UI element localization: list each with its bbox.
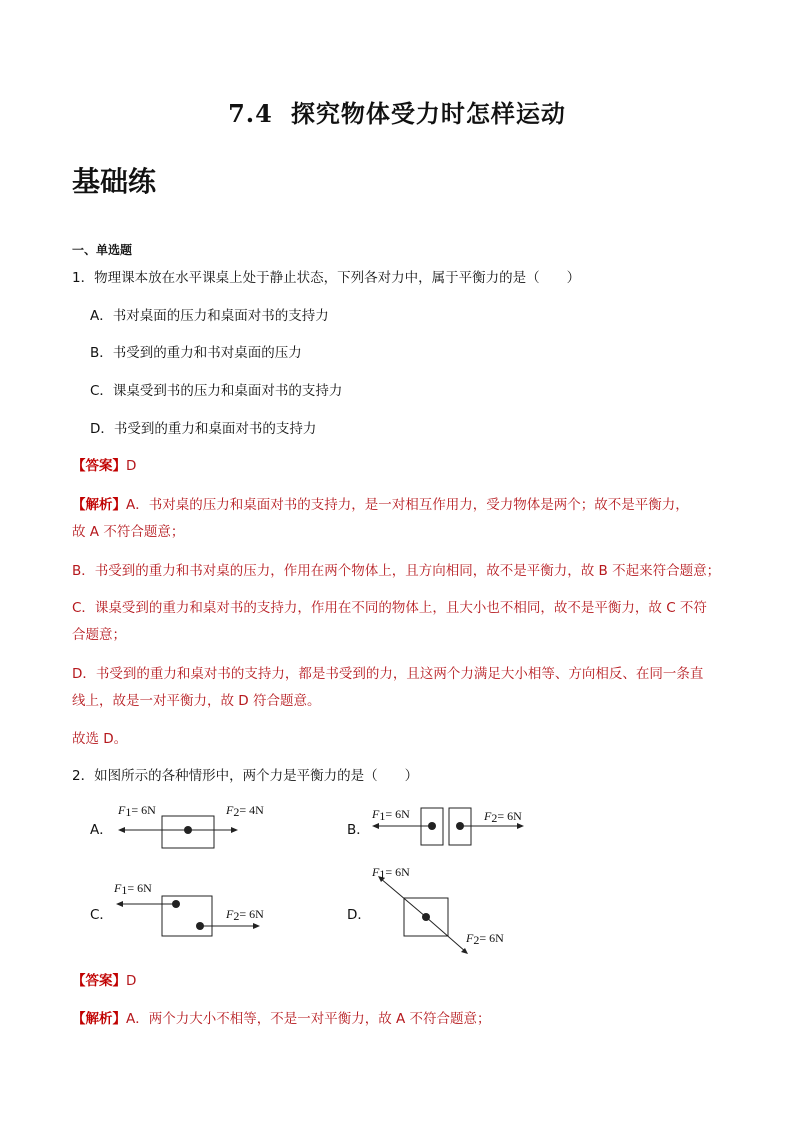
q2-answer: [72, 971, 136, 991]
figure-b-label: B．: [347, 822, 370, 838]
svg-text:F2= 4N: F2= 4N: [226, 803, 264, 819]
svg-text:F1= 6N: F1= 6N: [372, 865, 410, 881]
q2-stem: 2．如图所示的各种情形中，两个力是平衡力的是（ ）: [72, 768, 419, 784]
answer-tag: 【答案】: [72, 458, 126, 474]
answer-value: D: [126, 458, 137, 474]
svg-text:F1= 6N: F1= 6N: [118, 803, 156, 819]
section-number: 7.4: [228, 99, 273, 128]
svg-text:F2= 6N: F2= 6N: [226, 907, 264, 923]
svg-text:F2= 6N: F2= 6N: [466, 931, 504, 947]
figure-c-label: C．: [90, 907, 113, 923]
figure-d: [366, 864, 536, 959]
q1-analysis-line-8: 故选 D。: [72, 731, 128, 747]
figure-d-label: D．: [347, 907, 371, 923]
svg-text:F1= 6N: F1= 6N: [372, 807, 410, 823]
section-heading: 基础练: [72, 165, 157, 198]
svg-text:F2= 6N: F2= 6N: [484, 809, 522, 825]
answer-tag: 【答案】: [72, 973, 126, 989]
q2-analysis-line-1: 【解析】A．两个力大小不相等，不是一对平衡力，故 A 不符合题意；: [72, 1011, 491, 1027]
q1-option-d: D．书受到的重力和桌面对书的支持力: [90, 421, 317, 437]
figure-b: [366, 800, 536, 850]
q1-analysis-line-3: B．书受到的重力和书对桌的压力，作用在两个物体上，且方向相同，故不是平衡力，故 B 不起来符合题意；: [72, 563, 721, 579]
q1-option-c: C．课桌受到书的压力和桌面对书的支持力: [90, 383, 343, 399]
page-title: [0, 94, 794, 129]
analysis-tag: 【解析】: [72, 1011, 126, 1027]
svg-text:F1= 6N: F1= 6N: [114, 881, 152, 897]
q1-analysis-line-7: 线上，故是一对平衡力，故 D 符合题意。: [72, 693, 321, 709]
figure-c: [110, 878, 280, 943]
q1-analysis-line-2: 故 A 不符合题意；: [72, 524, 185, 540]
q1-option-a: A．书对桌面的压力和桌面对书的支持力: [90, 308, 329, 324]
part-label: 一、单选题: [72, 243, 133, 257]
analysis-tag: 【解析】: [72, 497, 126, 513]
q1-analysis-line-5: 合题意；: [72, 627, 126, 643]
figure-a-label: A．: [90, 822, 113, 838]
q1-answer: [72, 456, 136, 476]
q1-analysis-line-6: D．书受到的重力和桌对书的支持力，都是书受到的力，且这两个力满足大小相等、方向相反、在同一条直: [72, 666, 704, 682]
figure-a: [110, 798, 280, 858]
q1-stem: 1．物理课本放在水平课桌上处于静止状态，下列各对力中，属于平衡力的是（ ）: [72, 270, 581, 286]
title-text: 探究物体受力时怎样运动: [290, 99, 566, 128]
q1-option-b: B．书受到的重力和书对桌面的压力: [90, 345, 302, 361]
answer-value: D: [126, 973, 137, 989]
q1-analysis-line-1: 【解析】A．书对桌的压力和桌面对书的支持力，是一对相互作用力，受力物体是两个；故不是平衡力，: [72, 497, 689, 513]
q1-analysis-line-4: C．课桌受到的重力和桌对书的支持力，作用在不同的物体上，且大小也不相同，故不是平衡力，故 C 不符: [72, 600, 707, 616]
